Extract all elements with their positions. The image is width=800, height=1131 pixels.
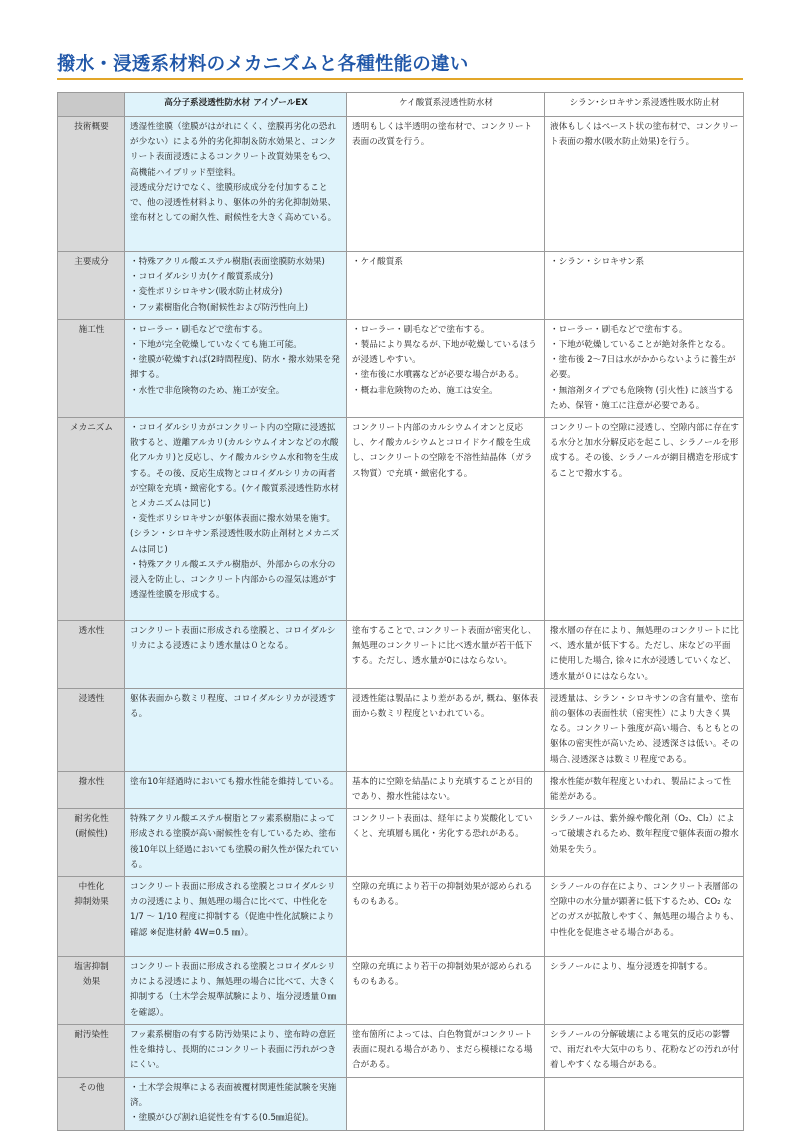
table-row bbox=[58, 319, 744, 417]
row-header-label: 浸透性 bbox=[78, 693, 105, 704]
cell-text-list bbox=[130, 812, 342, 873]
cell-text-list bbox=[130, 692, 342, 722]
cell-text-list bbox=[550, 775, 739, 805]
table-row bbox=[58, 252, 744, 320]
cell-text: シラノールにより、塩分浸透を抑制する。 bbox=[550, 962, 713, 973]
cell-text: 塗布箇所によっては、白色物質がコンクリート表面に現れる場合があり、まだら模様になる場合がある。 bbox=[352, 1029, 533, 1071]
table-row bbox=[58, 809, 744, 877]
row-header-cell bbox=[58, 877, 125, 957]
row-header-cell bbox=[58, 319, 125, 417]
cell-text-list bbox=[550, 120, 739, 150]
cell-aizol-ex bbox=[125, 117, 347, 252]
cell-text-list bbox=[550, 692, 739, 768]
cell-text: 撥水性能が数年程度といわれ、製品によって性能差がある。 bbox=[550, 776, 731, 803]
cell-silicate bbox=[347, 418, 545, 621]
cell-silane-siloxane bbox=[545, 809, 744, 877]
cell-text: ・塗布後に水噴霧などが必要な場合がある。 bbox=[352, 370, 524, 381]
cell-text-list bbox=[130, 775, 342, 790]
cell-text-list bbox=[130, 421, 342, 603]
cell-text: シラノールは、紫外線や酸化剤（O₂、Cl₂）によって破壊されるため、数年程度で躯体表面の撥水効果を失う。 bbox=[550, 814, 739, 855]
cell-text-list bbox=[130, 1081, 342, 1127]
cell-silicate bbox=[347, 957, 545, 1025]
table-row bbox=[58, 117, 744, 252]
cell-text: コンクリートの空隙に浸透し、空隙内部に存在する水分と加水分解反応を起こし、シラノールを形成する。その後、シラノールが網目構造を形成することで撥水する。 bbox=[550, 423, 739, 479]
cell-text: 浸透成分だけでなく、塗膜形成成分を付加することで、他の浸透性材料より、躯体の外的劣化抑制効果、塗布材としての耐久性、耐候性を大きく高めている。 bbox=[130, 182, 337, 224]
cell-text-list bbox=[130, 960, 342, 1021]
row-header-cell bbox=[58, 418, 125, 621]
column-header-silane-siloxane: シラン･シロキサン系浸透性吸水防止材 bbox=[545, 93, 744, 117]
table-row bbox=[58, 418, 744, 621]
cell-silane-siloxane bbox=[545, 117, 744, 252]
cell-silane-siloxane bbox=[545, 688, 744, 771]
cell-text-list bbox=[130, 880, 342, 941]
cell-silicate bbox=[347, 809, 545, 877]
cell-text-list bbox=[352, 880, 540, 910]
cell-silicate bbox=[347, 319, 545, 417]
cell-text: 基本的に空隙を結晶により充填することが目的であり、撥水性能はない。 bbox=[352, 776, 533, 803]
row-header-cell bbox=[58, 621, 125, 689]
cell-silicate bbox=[347, 771, 545, 808]
cell-text-list bbox=[550, 624, 739, 685]
row-header-cell bbox=[58, 957, 125, 1025]
cell-silane-siloxane bbox=[545, 1024, 744, 1077]
row-header-label: (耐候性) bbox=[75, 829, 108, 840]
cell-text: ・概ね非危険物のため、施工は安全。 bbox=[352, 385, 498, 396]
cell-text: 空隙の充填により若干の抑制効果が認められるものもある。 bbox=[352, 962, 533, 988]
table-row bbox=[58, 1024, 744, 1077]
cell-text: コンクリート表面に形成される塗膜とコロイダルシリカの浸透により、無処理の場合に比べて、中性化を 1/7 ～ 1/10 程度に抑制する（促進中性化試験により確認 ※促進材齢 4W=0.5 ㎜）。 bbox=[130, 882, 336, 938]
page-title: 撥水・浸透系材料のメカニズムと各種性能の違い bbox=[57, 54, 469, 75]
row-header-cell bbox=[58, 117, 125, 252]
cell-text: ・変性ポリシロキサン(吸水防止材成分) bbox=[130, 287, 283, 298]
cell-text: ・フッ素樹脂化合物(耐候性および防汚性向上) bbox=[130, 302, 308, 313]
cell-silane-siloxane bbox=[545, 1077, 744, 1130]
cell-text: 特殊アクリル酸エステル樹脂とフッ素系樹脂によって形成される塗膜が高い耐候性を有しているため、塗布後10年以上経過においても塗膜の耐久性が保たれている。 bbox=[130, 814, 339, 870]
cell-aizol-ex bbox=[125, 877, 347, 957]
cell-text-list bbox=[130, 120, 342, 226]
cell-text: ・ローラー・刷毛などで塗布する。 bbox=[352, 324, 490, 335]
cell-text: ・ローラー・刷毛などで塗布する。 bbox=[550, 324, 688, 335]
cell-aizol-ex bbox=[125, 957, 347, 1025]
cell-text: ・ローラー・刷毛などで塗布する。 bbox=[130, 324, 268, 335]
cell-text: 撥水層の存在により、無処理のコンクリートに比べ、透水量が低下する。ただし、床などの平面に使用した場合, 徐々に水が浸透していくなど、透水量が０にはならない。 bbox=[550, 626, 739, 682]
cell-text: 塗布することで､コンクリート表面が密実化し､無処理のコンクリートに比べ透水量が若干低下する。ただし、透水量が0にはならない。 bbox=[352, 626, 533, 667]
cell-silicate bbox=[347, 117, 545, 252]
cell-text: ・ケイ酸質系 bbox=[352, 257, 403, 267]
cell-silane-siloxane bbox=[545, 877, 744, 957]
cell-text: コンクリート表面は、経年により炭酸化していくと、充填層も風化・劣化する恐れがある。 bbox=[352, 814, 533, 840]
row-header-cell bbox=[58, 1077, 125, 1130]
cell-text-list bbox=[550, 880, 739, 941]
title-underline bbox=[57, 78, 743, 80]
cell-text: ・特殊アクリル酸エステル樹脂(表面塗膜防水効果) bbox=[130, 257, 325, 267]
cell-silicate bbox=[347, 252, 545, 320]
row-header-label: 撥水性 bbox=[78, 776, 105, 787]
cell-text-list bbox=[130, 255, 342, 316]
column-header-aizol-ex: 高分子系浸透性防水材 アイゾールEX bbox=[125, 93, 347, 117]
row-header-label: その他 bbox=[78, 1082, 105, 1093]
cell-text-list bbox=[352, 120, 540, 150]
cell-aizol-ex bbox=[125, 1077, 347, 1130]
comparison-table bbox=[57, 92, 744, 1131]
cell-silane-siloxane bbox=[545, 319, 744, 417]
cell-text: ・製品により異なるが､下地が乾燥しているほうが浸透しやすい。 bbox=[352, 340, 537, 366]
table-row bbox=[58, 621, 744, 689]
cell-text: ・コロイダルシリカがコンクリート内の空隙に浸透拡散すると、遊離アルカリ(カルシウムイオンなどの水酸化アルカリ)と反応し、ケイ酸カルシウム水和物を生成する。その後、反応生成物とコロイダルシリカの両者が空隙を充填・緻密化する。(ケイ酸質系浸透性防水材とメカニズムは同じ) bbox=[130, 423, 340, 510]
cell-aizol-ex bbox=[125, 688, 347, 771]
cell-text-list bbox=[130, 1028, 342, 1074]
row-header-label: 耐汚染性 bbox=[74, 1029, 109, 1040]
row-header-label: 塩害抑制 bbox=[74, 962, 109, 973]
cell-text-list bbox=[550, 812, 739, 858]
cell-text-list bbox=[550, 1028, 739, 1074]
cell-text-list bbox=[130, 323, 342, 399]
row-header-cell bbox=[58, 252, 125, 320]
cell-text: コンクリート表面に形成される塗膜と、コロイダルシリカによる浸透により透水量は０となる。 bbox=[130, 626, 336, 652]
cell-text-list bbox=[352, 323, 540, 399]
cell-silane-siloxane bbox=[545, 418, 744, 621]
table-row bbox=[58, 877, 744, 957]
row-header-label: メカニズム bbox=[70, 423, 113, 434]
row-header-cell bbox=[58, 688, 125, 771]
table-row bbox=[58, 688, 744, 771]
row-header-cell bbox=[58, 771, 125, 808]
cell-text-list bbox=[352, 960, 540, 990]
cell-silicate bbox=[347, 621, 545, 689]
cell-silane-siloxane bbox=[545, 252, 744, 320]
cell-text: コンクリート内部のカルシウムイオンと反応し、ケイ酸カルシウムとコロイドケイ酸を生成し、コンクリートの空隙を不溶性結晶体（ガラス物質）で充填・緻密化する。 bbox=[352, 423, 533, 479]
header-corner-cell bbox=[58, 93, 125, 117]
cell-text-list bbox=[352, 421, 540, 482]
cell-text: ・土木学会規準による表面被覆材関連性能試験を実施済。 bbox=[130, 1082, 337, 1109]
cell-silane-siloxane bbox=[545, 771, 744, 808]
cell-text: ・変性ポリシロキサンが躯体表面に撥水効果を施す。(シラン・シロキサン系浸透性吸水防止剤材とメカニズムは同じ) bbox=[130, 514, 340, 555]
cell-silane-siloxane bbox=[545, 957, 744, 1025]
cell-aizol-ex bbox=[125, 771, 347, 808]
column-header-silicate: ケイ酸質系浸透性防水材 bbox=[347, 93, 545, 117]
cell-text: ・下地が乾燥していることが絶対条件となる。 bbox=[550, 340, 731, 351]
cell-text: ・特殊アクリル酸エステル樹脂が、外部からの水分の浸入を防止し、コンクリート内部からの湿気は逃がす透湿性塗膜を形成する。 bbox=[130, 559, 337, 601]
cell-text: ・無溶剤タイプでも危険物 (引火性) に該当するため、保管・施工に注意が必要である。 bbox=[550, 385, 734, 411]
cell-text-list bbox=[130, 624, 342, 654]
cell-text-list bbox=[550, 960, 739, 975]
cell-text-list bbox=[352, 255, 540, 270]
row-header-label: 施工性 bbox=[78, 324, 105, 335]
cell-text: ・シラン・シロキサン系 bbox=[550, 257, 645, 267]
cell-text: ・塗膜がひび割れ追従性を有する(0.5㎜追従)。 bbox=[130, 1113, 314, 1124]
cell-text: ・下地が完全乾燥していなくても施工可能。 bbox=[130, 340, 302, 351]
cell-text: コンクリート表面に形成される塗膜とコロイダルシリカによる浸透により、無処理の場合に比べて、大きく抑制する（土木学会規準試験により、塩分浸透量０㎜を確認）。 bbox=[130, 962, 337, 1018]
cell-text-list bbox=[550, 421, 739, 482]
cell-text: 透湿性塗膜（塗膜がはがれにくく、塗膜再劣化の恐れが少ない）による外的劣化抑制＆防水効果と、コンクリート表面浸透によるコンクリート改質効果をもつ、高機能ハイブリッド型塗料。 bbox=[130, 122, 337, 178]
cell-silicate bbox=[347, 688, 545, 771]
row-header-cell bbox=[58, 1024, 125, 1077]
row-header-label: 中性化 bbox=[78, 882, 105, 893]
cell-text: フッ素系樹脂の有する防汚効果により、塗布時の意匠性を維持し、長期的にコンクリート表面に汚れがつきにくい。 bbox=[130, 1029, 337, 1071]
cell-text: 塗布10年経過時においても撥水性能を維持している。 bbox=[130, 776, 339, 787]
cell-text: ・コロイダルシリカ(ケイ酸質系成分) bbox=[130, 272, 274, 283]
cell-aizol-ex bbox=[125, 252, 347, 320]
cell-aizol-ex bbox=[125, 621, 347, 689]
row-header-label: 技術概要 bbox=[74, 122, 109, 132]
cell-silicate bbox=[347, 877, 545, 957]
cell-text: ・水性で非危険物のため、施工が安全。 bbox=[130, 385, 285, 396]
cell-text-list bbox=[550, 255, 739, 270]
row-header-label: 透水性 bbox=[78, 626, 105, 637]
row-header-label: 主要成分 bbox=[74, 257, 109, 267]
table-row bbox=[58, 771, 744, 808]
cell-text-list bbox=[352, 692, 540, 722]
cell-aizol-ex bbox=[125, 1024, 347, 1077]
row-header-cell bbox=[58, 809, 125, 877]
cell-text-list bbox=[352, 775, 540, 805]
cell-text: 躯体表面から数ミリ程度、コロイダルシリカが浸透する。 bbox=[130, 693, 336, 720]
cell-text: シラノールの分解破壊による電気的反応の影響で、雨だれや大気中のちり、花粉などの汚れが付着しやすくなる場合がある。 bbox=[550, 1029, 739, 1071]
cell-silicate bbox=[347, 1077, 545, 1130]
cell-aizol-ex bbox=[125, 319, 347, 417]
cell-text: 浸透量は、シラン・シロキサンの含有量や、塗布前の躯体の表面性状（密実性）により大きく異なる。コンクリート強度が高い場合、もともとの躯体の密実性が高いため、浸透深さは低い。その場合､浸透深さは数ミリ程度である。 bbox=[550, 693, 739, 765]
row-header-label: 耐劣化性 bbox=[74, 814, 109, 825]
cell-text: 透明もしくは半透明の塗布材で、コンクリート表面の改質を行う。 bbox=[352, 122, 533, 148]
cell-text-list bbox=[550, 323, 739, 414]
table-row bbox=[58, 1077, 744, 1130]
cell-silane-siloxane bbox=[545, 621, 744, 689]
row-header-label: 効果 bbox=[82, 977, 101, 988]
cell-text-list bbox=[352, 624, 540, 670]
cell-aizol-ex bbox=[125, 418, 347, 621]
cell-text: 液体もしくはペースト状の塗布材で、コンクリート表面の撥水(吸水防止効果)を行う。 bbox=[550, 122, 739, 148]
cell-aizol-ex bbox=[125, 809, 347, 877]
header-row bbox=[58, 93, 744, 117]
cell-text: 浸透性能は製品により差があるが, 概ね、躯体表面から数ミリ程度といわれている。 bbox=[352, 693, 538, 720]
row-header-label: 抑制効果 bbox=[74, 897, 109, 908]
cell-text: ・塗膜が乾燥すれば(2時間程度)、防水・撥水効果を発揮する。 bbox=[130, 355, 340, 381]
cell-text: 空隙の充填により若干の抑制効果が認められるものもある。 bbox=[352, 882, 533, 908]
cell-text-list bbox=[352, 812, 540, 842]
cell-text-list bbox=[352, 1028, 540, 1074]
cell-silicate bbox=[347, 1024, 545, 1077]
cell-text: シラノールの存在により、コンクリート表層部の空隙中の水分量が顕著に低下するため、CO₂ などのガスが拡散しやすく、無処理の場合よりも、中性化を促進させる場合がある。 bbox=[550, 882, 739, 938]
cell-text: ・塗布後 2～7日は水がかからないように養生が必要。 bbox=[550, 355, 736, 381]
table-row bbox=[58, 957, 744, 1025]
